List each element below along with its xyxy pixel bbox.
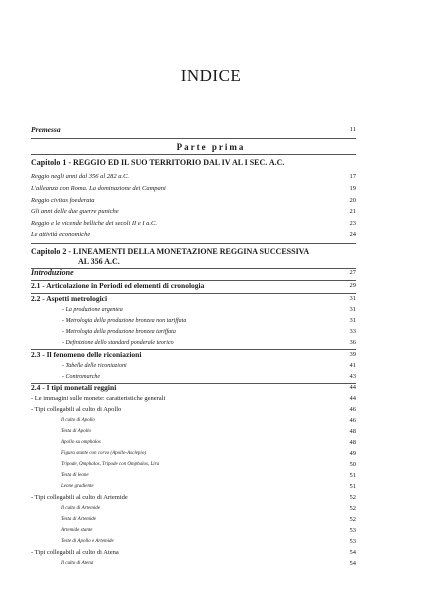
toc-entry-page: 43: [349, 373, 356, 380]
chapter-heading-1[interactable]: [0, 158, 422, 168]
toc-entry[interactable]: [0, 207, 422, 217]
toc-entry-premessa[interactable]: [0, 125, 422, 135]
page-title: INDICE: [180, 66, 242, 85]
toc-entry-page: 41: [349, 362, 356, 369]
toc-entry[interactable]: [0, 493, 422, 503]
toc-entry-page: 54: [349, 560, 356, 567]
toc-entry-label: - Metrologia della produzione bronzea non tariffata: [62, 318, 187, 324]
toc-entry[interactable]: [0, 316, 422, 326]
toc-entry-page: 51: [349, 472, 356, 479]
toc-entry-label: - Metrologia della produzione bronzea tariffata: [62, 329, 176, 335]
toc-entry-label: 2.1 - Articolazione in Periodi ed elementi di cronologia: [31, 281, 205, 290]
toc-entry-page: 53: [349, 538, 356, 545]
toc-entry-page: 50: [349, 461, 356, 468]
toc-entry[interactable]: [0, 482, 422, 492]
toc-entry-page: 52: [349, 494, 356, 501]
toc-entry-label: - Le immagini sulle monete: caratteristiche generali: [31, 395, 166, 402]
toc-entry-page: 52: [349, 505, 356, 512]
toc-entry-page: 29: [349, 282, 356, 289]
toc-entry-introduzione[interactable]: [0, 268, 422, 278]
toc-entry-page: 11: [349, 126, 356, 133]
toc-entry[interactable]: [0, 449, 422, 459]
toc-section-2-1[interactable]: [0, 281, 422, 291]
toc-entry-page: 31: [349, 306, 356, 313]
toc-entry-label: Reggio civitas foederata: [31, 197, 95, 204]
toc-entry[interactable]: [0, 548, 422, 558]
chapter-title-continued: AL 356 A.C.: [78, 257, 120, 266]
toc-entry-label: Figura stante con corvo (Apollo-Asclepio): [61, 451, 146, 456]
toc-entry-label: Gli anni delle due guerre puniche: [31, 208, 119, 215]
toc-entry-page: 31: [349, 295, 356, 302]
toc-entry[interactable]: [0, 372, 422, 382]
toc-entry[interactable]: [0, 196, 422, 206]
divider: [31, 138, 356, 139]
toc-entry[interactable]: [0, 438, 422, 448]
toc-entry[interactable]: [0, 416, 422, 426]
toc-entry-page: 20: [349, 197, 356, 204]
toc-entry-label: Premessa: [31, 125, 61, 134]
toc-entry[interactable]: [0, 559, 422, 569]
toc-entry-label: Testa di Apollo: [61, 429, 92, 434]
divider: [31, 243, 356, 244]
toc-entry-label: - Contromarche: [62, 374, 101, 380]
part-heading-label: Parte prima: [176, 142, 246, 152]
toc-entry-page: 49: [349, 450, 356, 457]
toc-entry[interactable]: [0, 526, 422, 536]
toc-entry-label: Il culto di Artemide: [61, 506, 100, 511]
toc-entry-label: - Definizione dello standard ponderale teorico: [62, 340, 174, 346]
toc-section-2-2[interactable]: [0, 294, 422, 304]
toc-entry[interactable]: [0, 515, 422, 525]
toc-entry-page: 53: [349, 527, 356, 534]
toc-entry-page: 19: [349, 185, 356, 192]
toc-entry-page: 54: [349, 549, 356, 556]
part-heading: [0, 142, 422, 152]
toc-entry-page: 17: [349, 173, 356, 180]
toc-entry-page: 44: [349, 395, 356, 402]
toc-entry-label: Apollo su omphalos: [61, 440, 101, 445]
toc-entry-label: Testa di Artemide: [61, 517, 97, 522]
toc-entry[interactable]: [0, 184, 422, 194]
toc-entry[interactable]: [0, 219, 422, 229]
divider: [31, 154, 356, 155]
toc-entry[interactable]: [0, 537, 422, 547]
toc-entry-label: - Tipi collegabili al culto di Artemide: [31, 494, 128, 501]
toc-entry-label: Artemide stante: [61, 528, 93, 533]
chapter-heading-2[interactable]: [0, 247, 422, 257]
toc-entry-label: Leone gradiente: [61, 484, 94, 489]
toc-entry-label: Reggio negli anni dal 356 al 282 a.C.: [31, 173, 130, 180]
toc-entry-label: L'alleanza con Roma. La dominazione dei Campani: [31, 185, 166, 192]
toc-entry-label: - Tipi collegabili al culto di Apollo: [31, 406, 122, 413]
toc-entry-page: 44: [349, 384, 356, 391]
toc-section-2-4[interactable]: [0, 383, 422, 393]
toc-entry-label: Il culto di Atena: [61, 561, 94, 566]
toc-entry[interactable]: [0, 305, 422, 315]
chapter-title: Capitolo 2 - LINEAMENTI DELLA MONETAZIONE REGGINA SUCCESSIVA: [31, 247, 310, 256]
toc-entry-page: 52: [349, 516, 356, 523]
toc-entry[interactable]: [0, 427, 422, 437]
toc-entry[interactable]: [0, 327, 422, 337]
toc-entry-page: 31: [349, 317, 356, 324]
toc-entry-page: 21: [349, 208, 356, 215]
toc-entry[interactable]: [0, 338, 422, 348]
chapter-title: Capitolo 1 - REGGIO ED IL SUO TERRITORIO DAL IV AL I SEC. A.C.: [31, 158, 285, 167]
chapter-heading-2-continued: [0, 257, 422, 267]
toc-entry-page: 51: [349, 483, 356, 490]
toc-entry-label: Reggio e le vicende belliche dei secoli II e I a.C.: [31, 220, 157, 227]
toc-entry-page: 48: [349, 439, 356, 446]
toc-entry-page: 46: [349, 417, 356, 424]
toc-entry-page: 33: [349, 328, 356, 335]
toc-entry-label: 2.3 - Il fenomeno delle riconiazioni: [31, 350, 142, 359]
toc-entry-page: 23: [349, 220, 356, 227]
toc-entry-label: Teste di Apollo e Artemide: [61, 539, 114, 544]
toc-entry-page: 24: [349, 231, 356, 238]
toc-entry-page: 46: [349, 406, 356, 413]
toc-entry[interactable]: [0, 361, 422, 371]
toc-entry-page: 27: [349, 269, 356, 276]
toc-entry-page: 39: [349, 351, 356, 358]
toc-entry[interactable]: [0, 172, 422, 182]
toc-entry-label: Introduzione: [31, 268, 74, 277]
toc-entry[interactable]: [0, 504, 422, 514]
toc-entry-page: 36: [349, 339, 356, 346]
toc-entry[interactable]: [0, 405, 422, 415]
toc-entry-label: - Tipi collegabili al culto di Atena: [31, 549, 119, 556]
toc-entry[interactable]: [0, 230, 422, 240]
toc-entry-label: - Tabelle delle riconiazioni: [62, 363, 127, 369]
toc-section-2-3[interactable]: [0, 350, 422, 360]
toc-entry-label: - La produzione argentea: [62, 307, 123, 313]
toc-entry-page: 48: [349, 428, 356, 435]
toc-entry-label: 2.4 - I tipi monetali reggini: [31, 383, 117, 392]
toc-entry-label: Il culto di Apollo: [61, 418, 95, 423]
toc-entry[interactable]: [0, 471, 422, 481]
toc-entry-label: 2.2 - Aspetti metrologici: [31, 294, 108, 303]
toc-entry[interactable]: [0, 394, 422, 404]
toc-entry-label: Tripode, Omphalos, Tripode con Omphalos, Lira: [61, 462, 160, 467]
toc-entry-label: Le attività economiche: [31, 231, 91, 238]
toc-entry-label: Testa di leone: [61, 473, 89, 478]
toc-entry[interactable]: [0, 460, 422, 470]
